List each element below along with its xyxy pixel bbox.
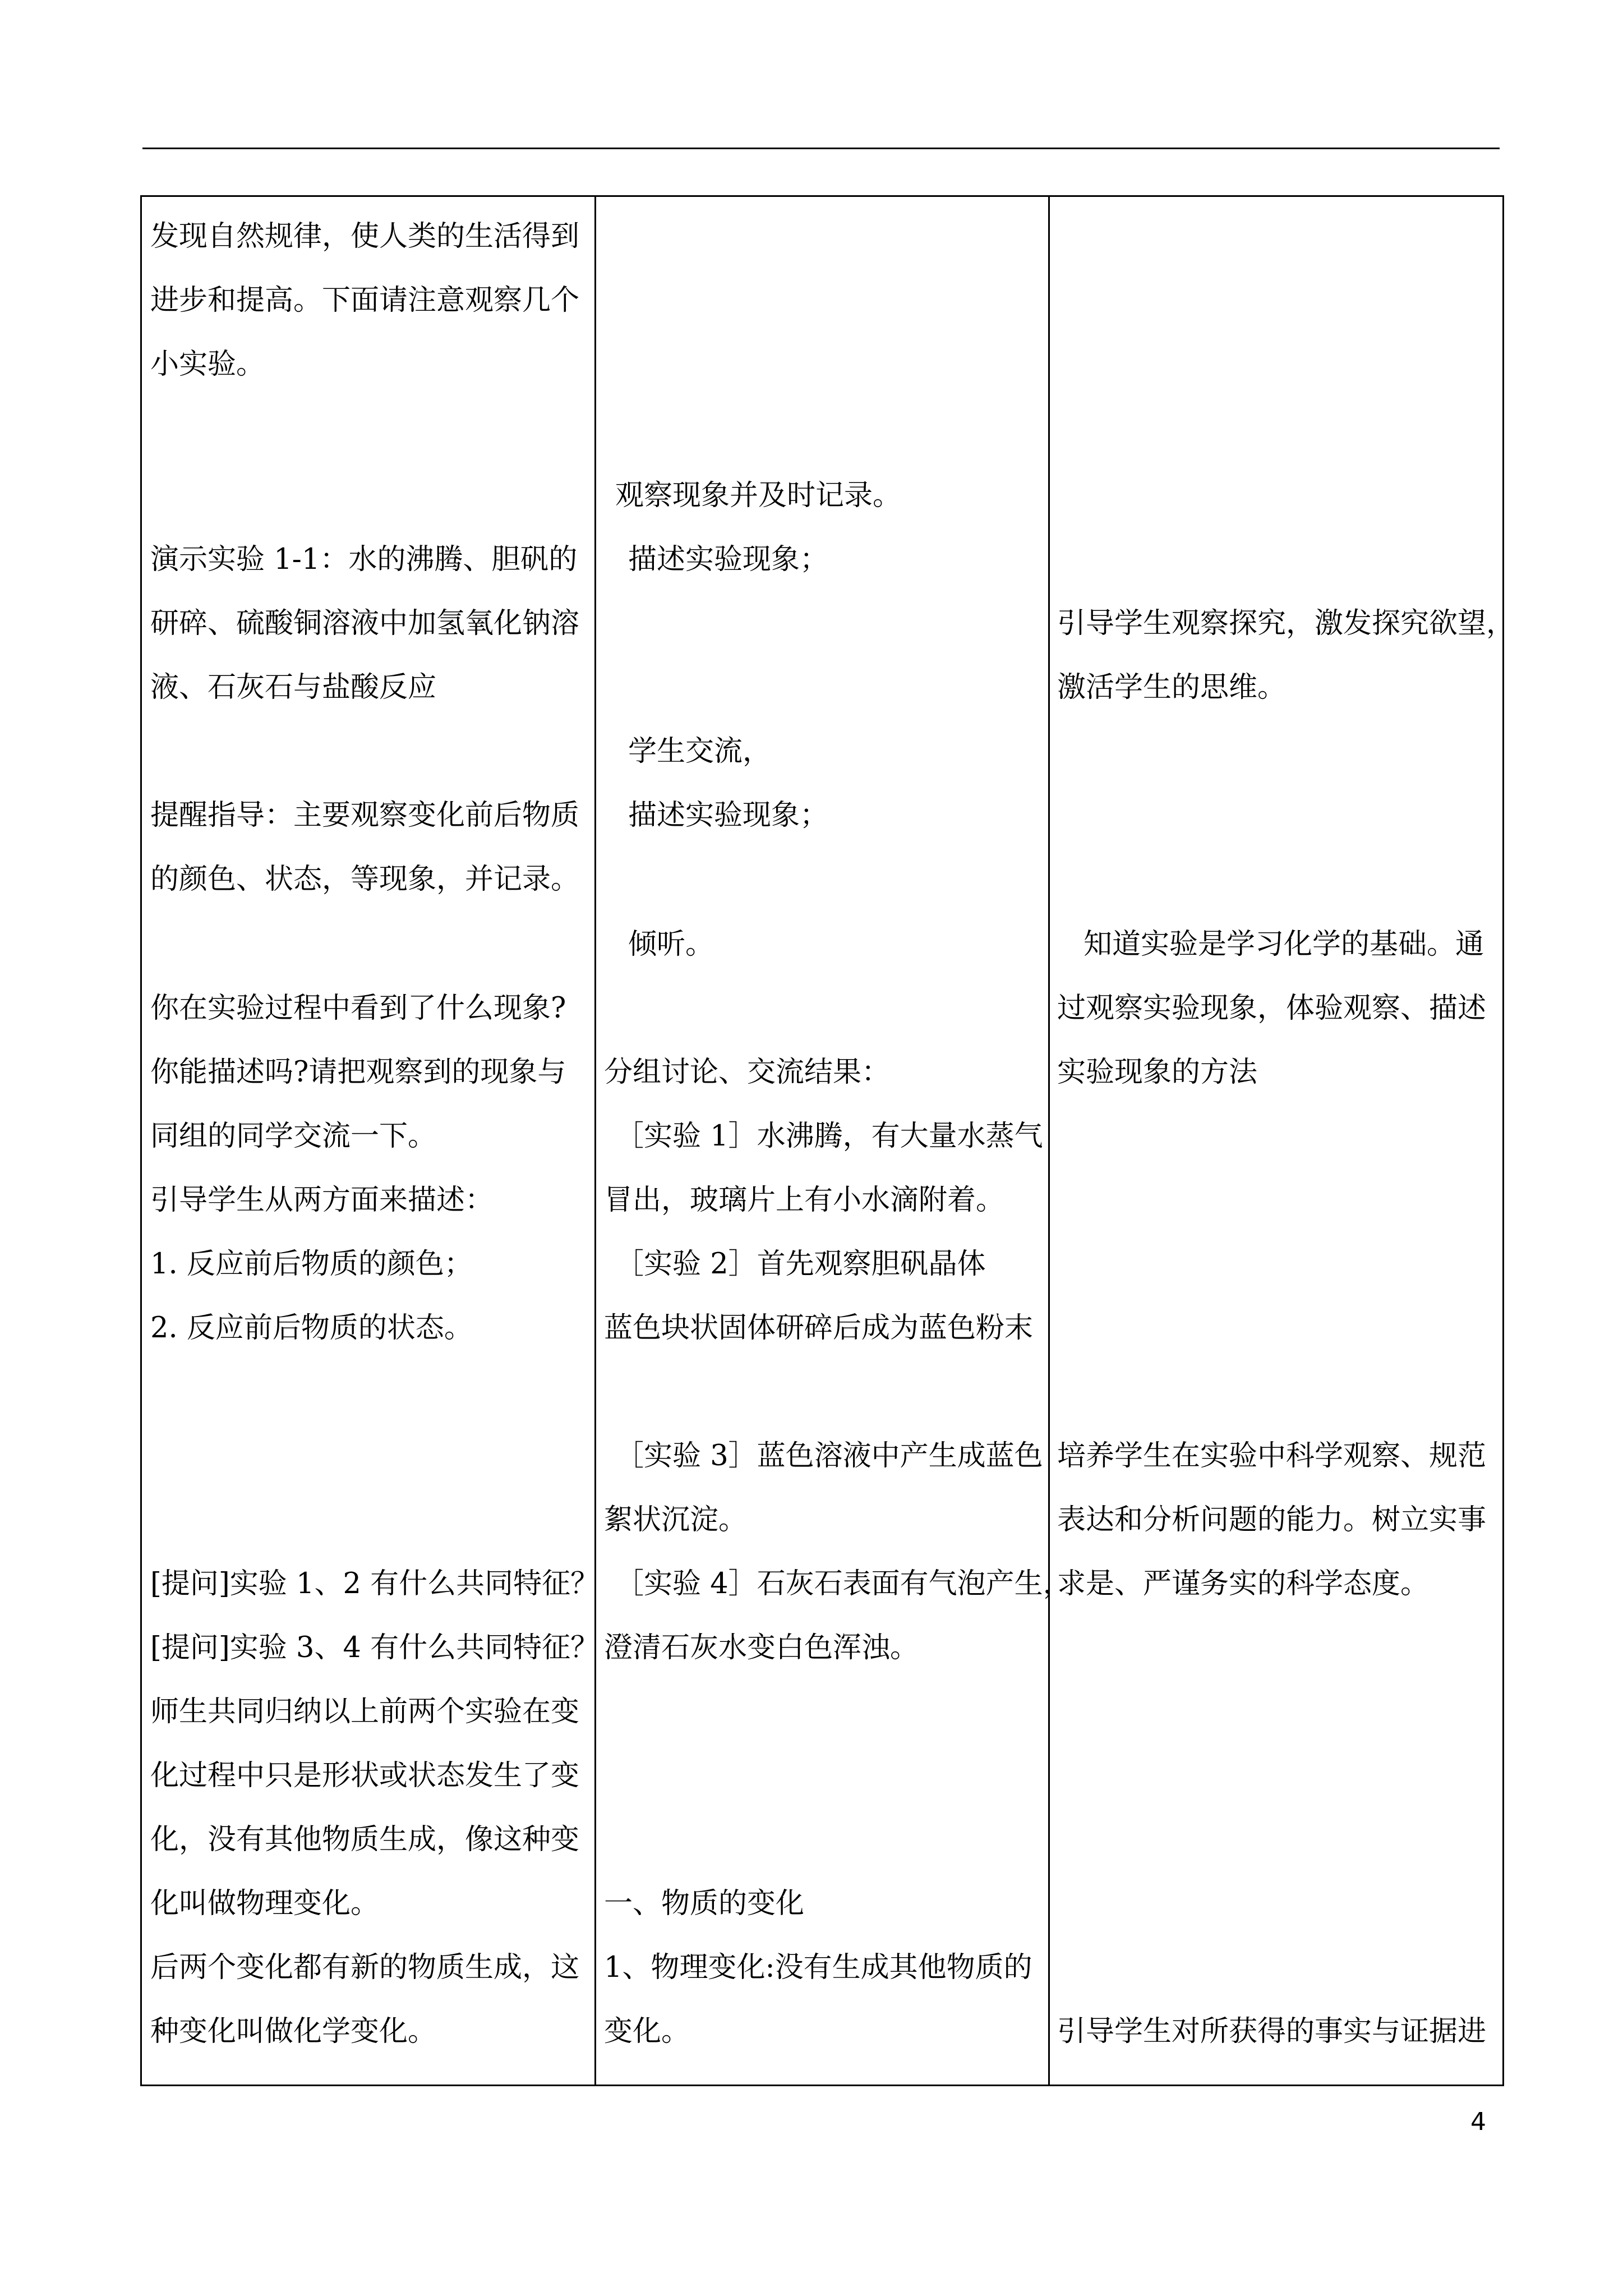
teacher-line: 进步和提高。下面请注意观察几个 xyxy=(150,284,580,317)
student-line: 变化。 xyxy=(604,2015,690,2048)
student-line: 观察现象并及时记录。 xyxy=(615,479,902,512)
teacher-line: 化过程中只是形状或状态发生了变 xyxy=(150,1759,580,1792)
student-line: 描述实验现象； xyxy=(628,543,829,576)
intent-line: 培养学生在实验中科学观察、规范 xyxy=(1057,1439,1487,1473)
student-line: 分组讨论、交流结果： xyxy=(604,1056,891,1089)
intent-line: 求是、严谨务实的科学态度。 xyxy=(1057,1567,1430,1600)
intent-line: 知道实验是学习化学的基础。通 xyxy=(1083,928,1484,961)
teacher-line: 液、石灰石与盐酸反应 xyxy=(150,671,437,704)
teacher-line: 同组的同学交流一下。 xyxy=(150,1120,437,1153)
teacher-line: 化，没有其他物质生成，像这种变 xyxy=(150,1823,580,1856)
intent-line: 激活学生的思维。 xyxy=(1057,671,1287,704)
teacher-line: 的颜色、状态，等现象，并记录。 xyxy=(150,863,580,896)
teacher-line: 2. 反应前后物质的状态。 xyxy=(150,1312,473,1345)
intent-line: 引导学生观察探究，激发探究欲望， xyxy=(1057,607,1515,640)
teacher-line: [提问]实验 1、2 有什么共同特征？ xyxy=(150,1567,600,1600)
student-line: 澄清石灰水变白色浑浊。 xyxy=(604,1631,919,1664)
student-line: ［实验 1］水沸腾，有大量水蒸气 xyxy=(615,1120,1043,1153)
teacher-line: 演示实验 1-1：水的沸腾、胆矾的 xyxy=(150,543,578,576)
teacher-line: [提问]实验 3、4 有什么共同特征？ xyxy=(150,1631,600,1664)
student-line: 倾听。 xyxy=(628,928,714,961)
teacher-line: 发现自然规律，使人类的生活得到 xyxy=(150,220,580,253)
teacher-line: 提醒指导：主要观察变化前后物质 xyxy=(150,799,580,832)
student-line: 絮状沉淀。 xyxy=(604,1503,748,1536)
student-line: ［实验 3］蓝色溶液中产生成蓝色 xyxy=(615,1439,1043,1473)
teacher-line: 师生共同归纳以上前两个实验在变 xyxy=(150,1695,580,1728)
student-line: ［实验 4］石灰石表面有气泡产生， xyxy=(615,1567,1072,1600)
teacher-line: 你能描述吗?请把观察到的现象与 xyxy=(150,1056,566,1089)
teacher-line: 1. 反应前后物质的颜色； xyxy=(150,1248,473,1281)
intent-line: 过观察实验现象，体验观察、描述 xyxy=(1057,992,1487,1025)
student-line: ［实验 2］首先观察胆矾晶体 xyxy=(615,1248,986,1281)
teacher-line: 种变化叫做化学变化。 xyxy=(150,2015,437,2048)
teacher-line: 化叫做物理变化。 xyxy=(150,1887,380,1920)
intent-line: 实验现象的方法 xyxy=(1057,1056,1258,1089)
student-line: 描述实验现象； xyxy=(628,799,829,832)
student-line: 一、物质的变化 xyxy=(604,1887,805,1920)
teacher-line: 小实验。 xyxy=(150,348,265,381)
page-number: 4 xyxy=(1470,2108,1486,2136)
intent-line: 引导学生对所获得的事实与证据进 xyxy=(1057,2015,1487,2048)
student-line: 蓝色块状固体研碎后成为蓝色粉末 xyxy=(604,1312,1034,1345)
column-divider xyxy=(594,197,596,2085)
column-divider xyxy=(1048,197,1050,2085)
header-rule xyxy=(142,148,1500,149)
student-line: 1、物理变化:没有生成其他物质的 xyxy=(604,1951,1032,1984)
intent-line: 表达和分析问题的能力。树立实事 xyxy=(1057,1503,1487,1536)
teacher-line: 后两个变化都有新的物质生成，这 xyxy=(150,1951,580,1984)
teacher-line: 引导学生从两方面来描述： xyxy=(150,1184,494,1217)
teacher-line: 研碎、硫酸铜溶液中加氢氧化钠溶 xyxy=(150,607,580,640)
student-line: 学生交流， xyxy=(628,735,772,768)
teacher-line: 你在实验过程中看到了什么现象? xyxy=(150,992,566,1025)
student-line: 冒出，玻璃片上有小水滴附着。 xyxy=(604,1184,1005,1217)
